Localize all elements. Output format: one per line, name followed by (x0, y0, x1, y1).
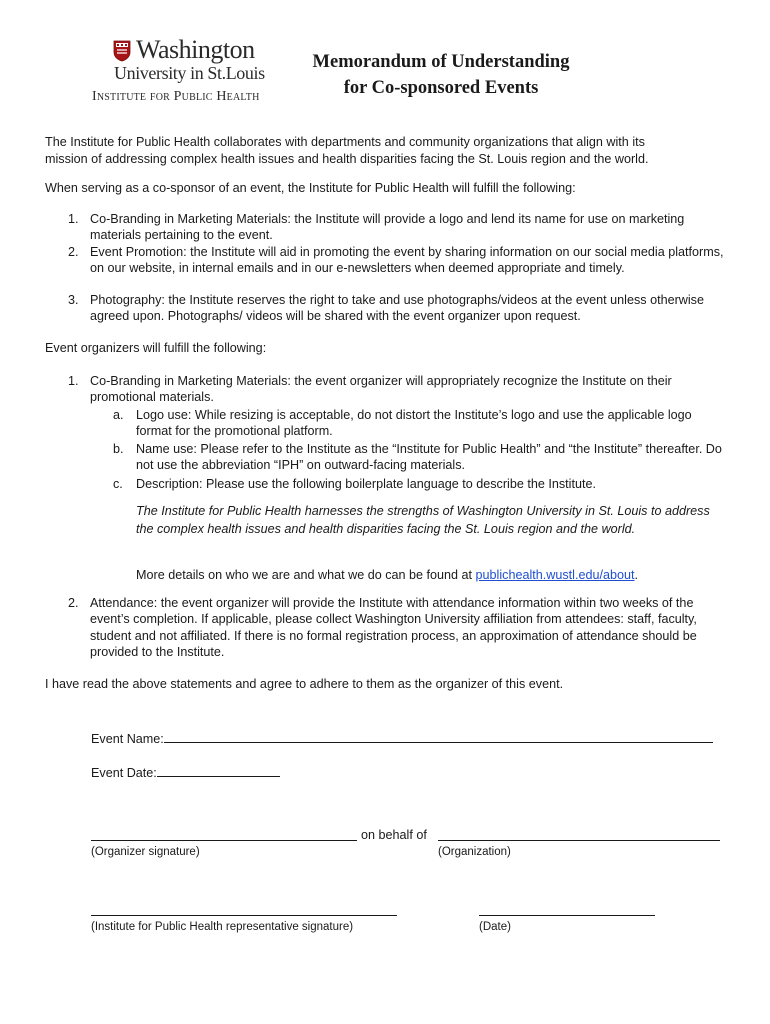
about-link[interactable]: publichealth.wustl.edu/about (475, 568, 635, 582)
sub-list-text: Name use: Please refer to the Institute as the “Institute for Public Health” and “the Institute” thereafter. Do not use the abbreviation “IPH” on outward-facing materials. (136, 442, 722, 473)
iph-signature-line[interactable] (91, 915, 397, 916)
date-caption: (Date) (479, 921, 511, 933)
sub-list-text: Logo use: While resizing is acceptable, do not distort the Institute’s logo and use the applicable logo format for the promotional platform. (136, 408, 692, 439)
date-line[interactable] (479, 915, 655, 916)
list-text: Attendance: the event organizer will provide the Institute with attendance information within two weeks of the event’s completion. If applicable, please collect Washington University affiliation from attendees: staff, faculty, student and not affiliated. If there is no formal registration process, an approximation of attendance should be provided to the Institute. (90, 596, 697, 659)
logo-university-text: University in St.Louis (114, 63, 265, 83)
organization-line[interactable] (438, 840, 720, 841)
cosponsor-intro: When serving as a co-sponsor of an event, the Institute for Public Health will fulfill the following: (45, 181, 576, 195)
sub-list-letter: c. (113, 477, 123, 491)
iph-signature-caption: (Institute for Public Health representative signature) (91, 921, 354, 933)
agreement-statement: I have read the above statements and agree to adhere to them as the organizer of this event. (45, 677, 564, 691)
organization-caption: (Organization) (438, 846, 511, 858)
list-number: 3. (68, 293, 79, 307)
title-line-1: Memorandum of Understanding (312, 52, 570, 72)
list-text: Event Promotion: the Institute will aid in promoting the event by sharing information on our social media platforms, on our website, in internal emails and in our e-newsletters when deemed appropriate and timely. (90, 245, 724, 276)
list-number: 2. (68, 596, 79, 610)
organizer-signature-caption: (Organizer signature) (91, 846, 200, 858)
event-date-field (91, 765, 280, 781)
university-shield-icon (113, 40, 131, 62)
on-behalf-text: on behalf of (361, 828, 427, 842)
event-name-line[interactable] (164, 732, 713, 743)
organizer-signature-line[interactable] (91, 840, 357, 841)
boilerplate-quote: The Institute for Public Health harnesses the strengths of Washington University in St. Louis to address the complex health issues and health disparities facing the St. Louis region and the world. (136, 504, 710, 536)
more-details-prefix: More details on who we are and what we do can be found at (136, 568, 476, 582)
intro-paragraph (45, 134, 725, 167)
list-text: Photography: the Institute reserves the right to take and use photographs/videos at the event unless otherwise agreed upon. Photographs/ videos will be shared with the event organizer upon request. (90, 293, 704, 324)
more-details-suffix: . (634, 568, 638, 582)
list-text: Co-Branding in Marketing Materials: the event organizer will appropriately recognize the Institute on their promotional materials. (90, 374, 672, 405)
page-title (270, 49, 612, 101)
intro-line-1: The Institute for Public Health collaborates with departments and community organizations that align with its (45, 135, 645, 149)
sub-list-letter: b. (113, 442, 124, 456)
title-line-2: for Co-sponsored Events (343, 78, 539, 98)
list-text: Co-Branding in Marketing Materials: the Institute will provide a logo and lend its name for use on marketing materials pertaining to the event. (90, 212, 685, 243)
event-date-line[interactable] (157, 766, 280, 777)
list-number: 2. (68, 245, 79, 259)
organizer-intro: Event organizers will fulfill the following: (45, 341, 267, 355)
intro-line-2: mission of addressing complex health issues and health disparities facing the St. Louis region and the world. (45, 151, 649, 166)
sub-list-letter: a. (113, 408, 124, 422)
event-name-label: Event Name: (91, 732, 164, 746)
list-number: 1. (68, 212, 79, 226)
more-details (136, 567, 726, 583)
event-name-field (91, 731, 713, 747)
logo-institute-text: Institute for Public Health (92, 89, 260, 104)
logo-washington-text: Washington (136, 35, 255, 64)
wustl-logo (92, 36, 292, 110)
list-number: 1. (68, 374, 79, 388)
sub-list-text: Description: Please use the following boilerplate language to describe the Institute. (136, 477, 596, 491)
event-date-label: Event Date: (91, 766, 157, 780)
